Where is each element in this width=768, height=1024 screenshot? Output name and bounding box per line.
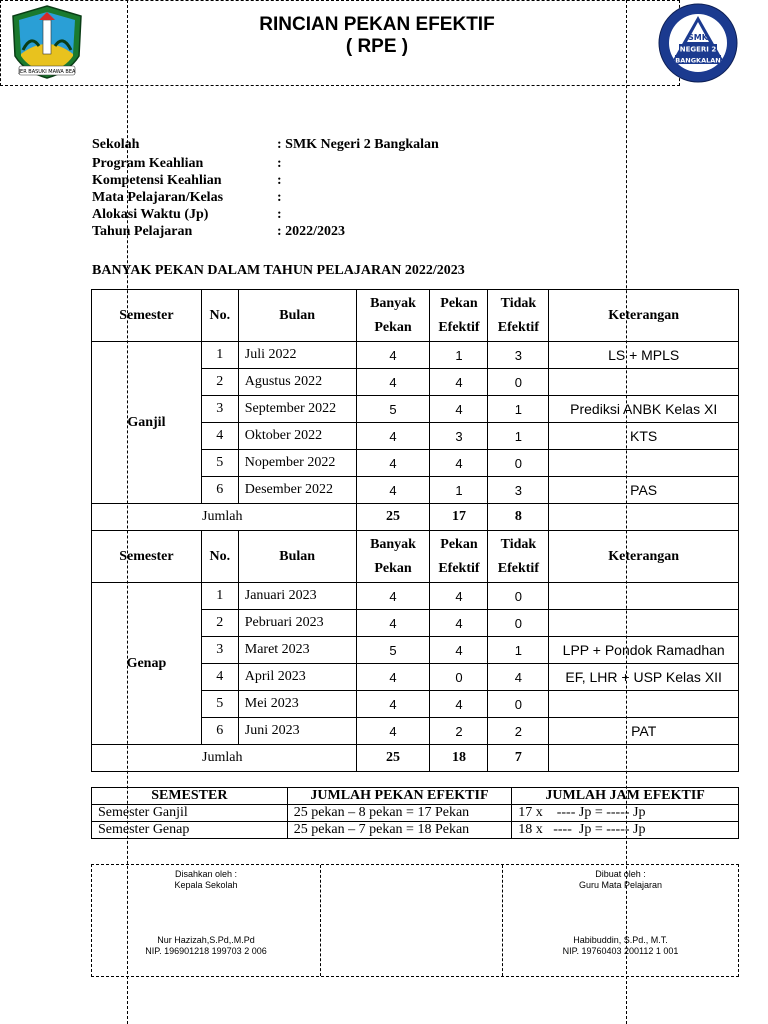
jawa-timur-emblem-icon [9, 4, 85, 80]
cell-keterangan: EF, LHR + USP Kelas XII [549, 664, 739, 691]
cell-keterangan: Prediksi ANBK Kelas XI [549, 396, 739, 423]
info-row [92, 136, 439, 153]
cell-tidak: 4 [488, 664, 549, 691]
cell-efektif: 4 [430, 610, 488, 637]
col-no: No. [201, 290, 238, 342]
info-row [92, 223, 345, 240]
total-tidak: 8 [488, 504, 549, 531]
cell-bulan: Pebruari 2023 [238, 610, 356, 637]
cell-bulan: September 2022 [238, 396, 356, 423]
cell-tidak: 0 [488, 583, 549, 610]
cell-bulan: Maret 2023 [238, 637, 356, 664]
title-line-1: RINCIAN PEKAN EFEKTIF [259, 14, 495, 35]
table-row [92, 583, 739, 610]
cell-banyak: 4 [356, 718, 430, 745]
info-row [92, 206, 282, 223]
cell-no: 4 [201, 423, 238, 450]
info-row [92, 172, 282, 189]
cell-no: 6 [201, 718, 238, 745]
summary-col-jam: JUMLAH JAM EFEKTIF [512, 788, 739, 805]
total-efektif: 18 [430, 745, 488, 772]
cell-no: 2 [201, 610, 238, 637]
svg-text:BANGKALAN: BANGKALAN [675, 56, 721, 65]
summary-cell: 17 x ---- Jp = ----- Jp [512, 805, 739, 822]
cell-keterangan: LPP + Pondok Ramadhan [549, 637, 739, 664]
cell-no: 5 [201, 450, 238, 477]
cell-bulan: Agustus 2022 [238, 369, 356, 396]
info-label: Program Keahlian [92, 156, 204, 171]
cell-banyak: 5 [356, 396, 430, 423]
total-tidak: 7 [488, 745, 549, 772]
col-no: No. [201, 531, 238, 583]
svg-text:NEGERI 2: NEGERI 2 [679, 45, 717, 54]
table-row [92, 342, 739, 369]
svg-text:JER BASUKI MAWA BEA: JER BASUKI MAWA BEA [18, 69, 76, 75]
summary-cell: 25 pekan – 7 pekan = 18 Pekan [287, 822, 512, 839]
col-bulan: Bulan [238, 531, 356, 583]
info-value: : 2022/2023 [277, 224, 346, 239]
cell-banyak: 4 [356, 583, 430, 610]
smk-negeri-2-bangkalan-logo-icon [657, 2, 739, 84]
cell-tidak: 0 [488, 369, 549, 396]
cell-bulan: Juni 2023 [238, 718, 356, 745]
signature-caption: Dibuat oleh : [595, 869, 646, 879]
info-value: : [277, 173, 282, 188]
signature-nip: NIP. 196901218 199703 2 006 [145, 946, 267, 956]
info-label: Alokasi Waktu (Jp) [92, 207, 209, 222]
total-banyak: 25 [356, 504, 430, 531]
info-value: : [277, 190, 282, 205]
col-banyak-pekan: Banyak Pekan [356, 531, 430, 583]
cell-tidak: 3 [488, 342, 549, 369]
cell-no: 2 [201, 369, 238, 396]
col-pekan-efektif: Pekan Efektif [430, 531, 488, 583]
info-label: Kompetensi Keahlian [92, 173, 222, 188]
info-row [92, 155, 282, 172]
cell-keterangan [549, 610, 739, 637]
total-label: Jumlah [92, 745, 357, 772]
info-value: : SMK Negeri 2 Bangkalan [277, 137, 439, 152]
cell-keterangan: PAS [549, 477, 739, 504]
cell-bulan: Juli 2022 [238, 342, 356, 369]
col-semester: Semester [92, 531, 202, 583]
signature-role: Guru Mata Pelajaran [578, 880, 663, 890]
cell-no: 3 [201, 396, 238, 423]
signature-blank [321, 865, 503, 976]
cell-banyak: 4 [356, 610, 430, 637]
summary-cell: Semester Ganjil [92, 805, 288, 822]
cell-tidak: 1 [488, 637, 549, 664]
signature-teacher [503, 865, 738, 976]
cell-keterangan [549, 691, 739, 718]
info-label: Tahun Pelajaran [92, 224, 193, 239]
signature-name: Nur Hazizah,S.Pd,.M.Pd [157, 935, 255, 945]
cell-no: 6 [201, 477, 238, 504]
cell-efektif: 3 [430, 423, 488, 450]
col-bulan: Bulan [238, 290, 356, 342]
summary-row [92, 822, 739, 839]
info-value: : [277, 207, 282, 222]
signature-name: Habibuddin, S.Pd., M.T. [573, 935, 668, 945]
cell-efektif: 1 [430, 477, 488, 504]
cell-tidak: 1 [488, 423, 549, 450]
info-value: : [277, 156, 282, 171]
cell-tidak: 0 [488, 691, 549, 718]
total-efektif: 17 [430, 504, 488, 531]
total-keterangan [549, 745, 739, 772]
signature-nip: NIP. 19760403 200112 1 001 [562, 946, 679, 956]
cell-bulan: Oktober 2022 [238, 423, 356, 450]
summary-col-semester: SEMESTER [92, 788, 288, 805]
cell-keterangan [549, 450, 739, 477]
table-header-row [92, 290, 739, 342]
cell-tidak: 2 [488, 718, 549, 745]
summary-cell: 25 pekan – 8 pekan = 17 Pekan [287, 805, 512, 822]
cell-no: 5 [201, 691, 238, 718]
cell-bulan: Mei 2023 [238, 691, 356, 718]
cell-efektif: 4 [430, 637, 488, 664]
cell-efektif: 4 [430, 583, 488, 610]
col-keterangan: Keterangan [549, 290, 739, 342]
total-keterangan [549, 504, 739, 531]
cell-tidak: 1 [488, 396, 549, 423]
cell-banyak: 4 [356, 664, 430, 691]
semester-name: Genap [92, 583, 202, 745]
cell-banyak: 4 [356, 691, 430, 718]
info-row [92, 189, 282, 206]
col-pekan-efektif: Pekan Efektif [430, 290, 488, 342]
table-header-row [92, 531, 739, 583]
total-row [92, 745, 739, 772]
cell-efektif: 4 [430, 691, 488, 718]
cell-bulan: Januari 2023 [238, 583, 356, 610]
total-label: Jumlah [92, 504, 357, 531]
col-keterangan: Keterangan [549, 531, 739, 583]
cell-efektif: 4 [430, 396, 488, 423]
summary-table [91, 787, 739, 839]
cell-keterangan [549, 369, 739, 396]
cell-banyak: 4 [356, 450, 430, 477]
cell-banyak: 4 [356, 369, 430, 396]
cell-no: 1 [201, 342, 238, 369]
document-title [128, 14, 626, 58]
cell-banyak: 4 [356, 342, 430, 369]
cell-keterangan [549, 583, 739, 610]
total-banyak: 25 [356, 745, 430, 772]
cell-banyak: 4 [356, 477, 430, 504]
cell-efektif: 1 [430, 342, 488, 369]
cell-keterangan: KTS [549, 423, 739, 450]
title-line-2: ( RPE ) [345, 36, 409, 57]
cell-bulan: Desember 2022 [238, 477, 356, 504]
summary-col-pekan: JUMLAH PEKAN EFEKTIF [287, 788, 512, 805]
col-tidak-efektif: Tidak Efektif [488, 290, 549, 342]
section-title: BANYAK PEKAN DALAM TAHUN PELAJARAN 2022/2023 [92, 263, 465, 278]
cell-keterangan: LS + MPLS [549, 342, 739, 369]
summary-cell: Semester Genap [92, 822, 288, 839]
col-tidak-efektif: Tidak Efektif [488, 531, 549, 583]
signature-role: Kepala Sekolah [174, 880, 238, 890]
document-header [0, 0, 721, 86]
total-row [92, 504, 739, 531]
col-banyak-pekan: Banyak Pekan [356, 290, 430, 342]
signature-box [91, 864, 739, 977]
signature-principal [92, 865, 321, 976]
rpe-table [91, 289, 739, 772]
cell-no: 4 [201, 664, 238, 691]
cell-efektif: 4 [430, 450, 488, 477]
cell-tidak: 0 [488, 610, 549, 637]
semester-name: Ganjil [92, 342, 202, 504]
cell-efektif: 4 [430, 369, 488, 396]
cell-banyak: 5 [356, 637, 430, 664]
svg-text:SMK: SMK [688, 33, 708, 42]
col-semester: Semester [92, 290, 202, 342]
signature-caption: Disahkan oleh : [174, 869, 238, 879]
info-label: Mata Pelajaran/Kelas [92, 190, 224, 205]
summary-cell: 18 x ---- Jp = ----- Jp [512, 822, 739, 839]
cell-tidak: 0 [488, 450, 549, 477]
cell-keterangan: PAT [549, 718, 739, 745]
cell-efektif: 2 [430, 718, 488, 745]
cell-tidak: 3 [488, 477, 549, 504]
cell-no: 3 [201, 637, 238, 664]
summary-header-row [92, 788, 739, 805]
summary-row [92, 805, 739, 822]
cell-banyak: 4 [356, 423, 430, 450]
cell-bulan: Nopember 2022 [238, 450, 356, 477]
cell-no: 1 [201, 583, 238, 610]
cell-bulan: April 2023 [238, 664, 356, 691]
cell-efektif: 0 [430, 664, 488, 691]
info-label: Sekolah [92, 137, 140, 152]
